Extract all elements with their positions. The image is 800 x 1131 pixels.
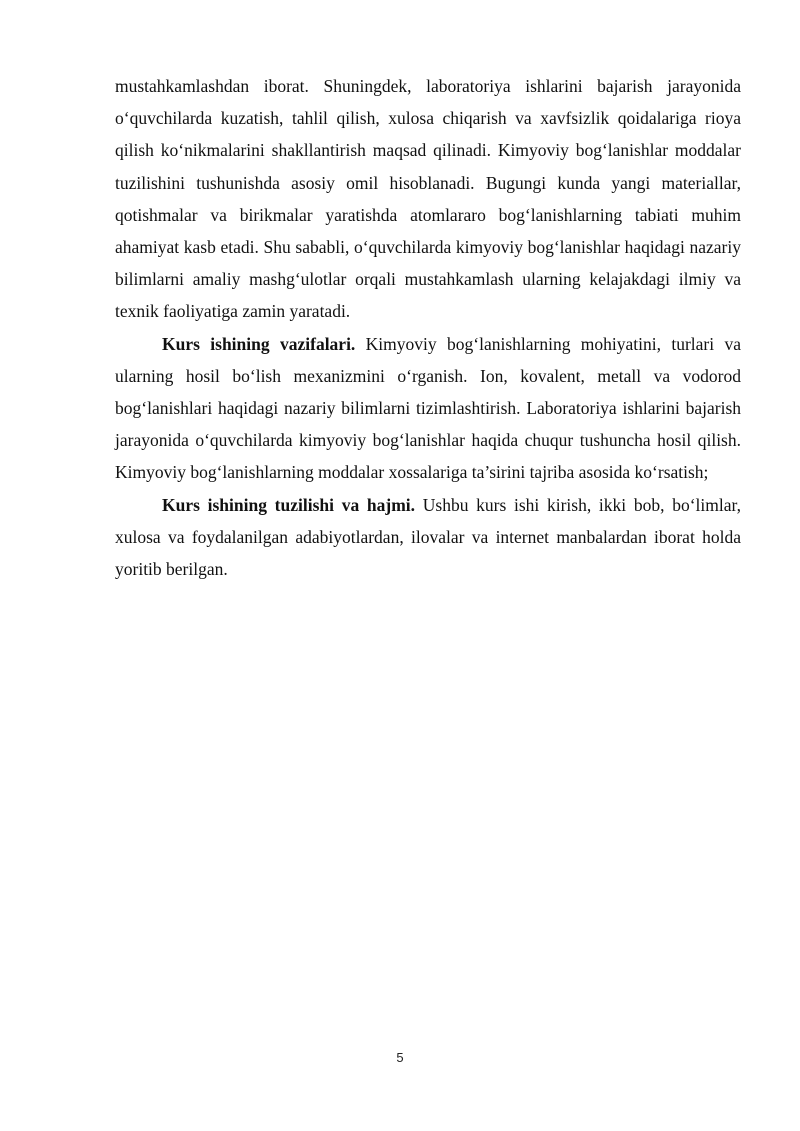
paragraph-text: Kimyoviy bog‘lanishlarning mohiyatini, turlari va ularning hosil bo‘lish mexanizmini o‘rganish. Ion, kovalent, metall va vodorod bog‘lanishlari haqidagi nazariy bilimlarni tizimlashtirish. Laboratoriya ishlarini bajarish jarayonida o‘quvchilarda kimyoviy bog‘lanishlar haqida chuqur tushuncha hosil qilish. Kimyoviy bog‘lanishlarning moddalar xossalariga ta’sirini tajriba asosida ko‘rsatish; — [115, 333, 741, 483]
body-text — [115, 70, 741, 585]
paragraph-text: Ushbu kurs ishi kirish, ikki bob, bo‘limlar, xulosa va foydalanilgan adabiyotlardan, ilovalar va internet manbalardan iborat holda yoritib berilgan. — [115, 494, 741, 580]
paragraph-heading-structure: Kurs ishining tuzilishi va hajmi. — [162, 494, 416, 515]
paragraph-text: mustahkamlashdan iborat. Shuningdek, laboratoriya ishlarini bajarish jarayonida o‘quvchilarda kuzatish, tahlil qilish, xulosa chiqarish va xavfsizlik qoidalariga rioya qilish ko‘nikmalarini shakllantirish maqsad qilinadi. Kimyoviy bog‘lanishlar moddalar tuzilishini tushunishda asosiy omil hisoblanadi. Bugungi kunda yangi materiallar, qotishmalar va birikmalar yaratishda atomlararo bog‘lanishlarning tabiati muhim ahamiyat kasb etadi. Shu sababli, o‘quvchilarda kimyoviy bog‘lanishlar haqidagi nazariy bilimlarni amaliy mashg‘ulotlar orqali mustahkamlash ularning kelajakdagi ilmiy va texnik faoliyatiga zamin yaratadi. — [115, 76, 741, 322]
paragraph-tasks — [115, 328, 741, 489]
paragraph-heading-tasks: Kurs ishining vazifalari. — [162, 333, 356, 354]
page-number: 5 — [396, 1050, 404, 1065]
paragraph-structure — [115, 489, 741, 586]
paragraph-intro-continuation — [115, 70, 741, 328]
